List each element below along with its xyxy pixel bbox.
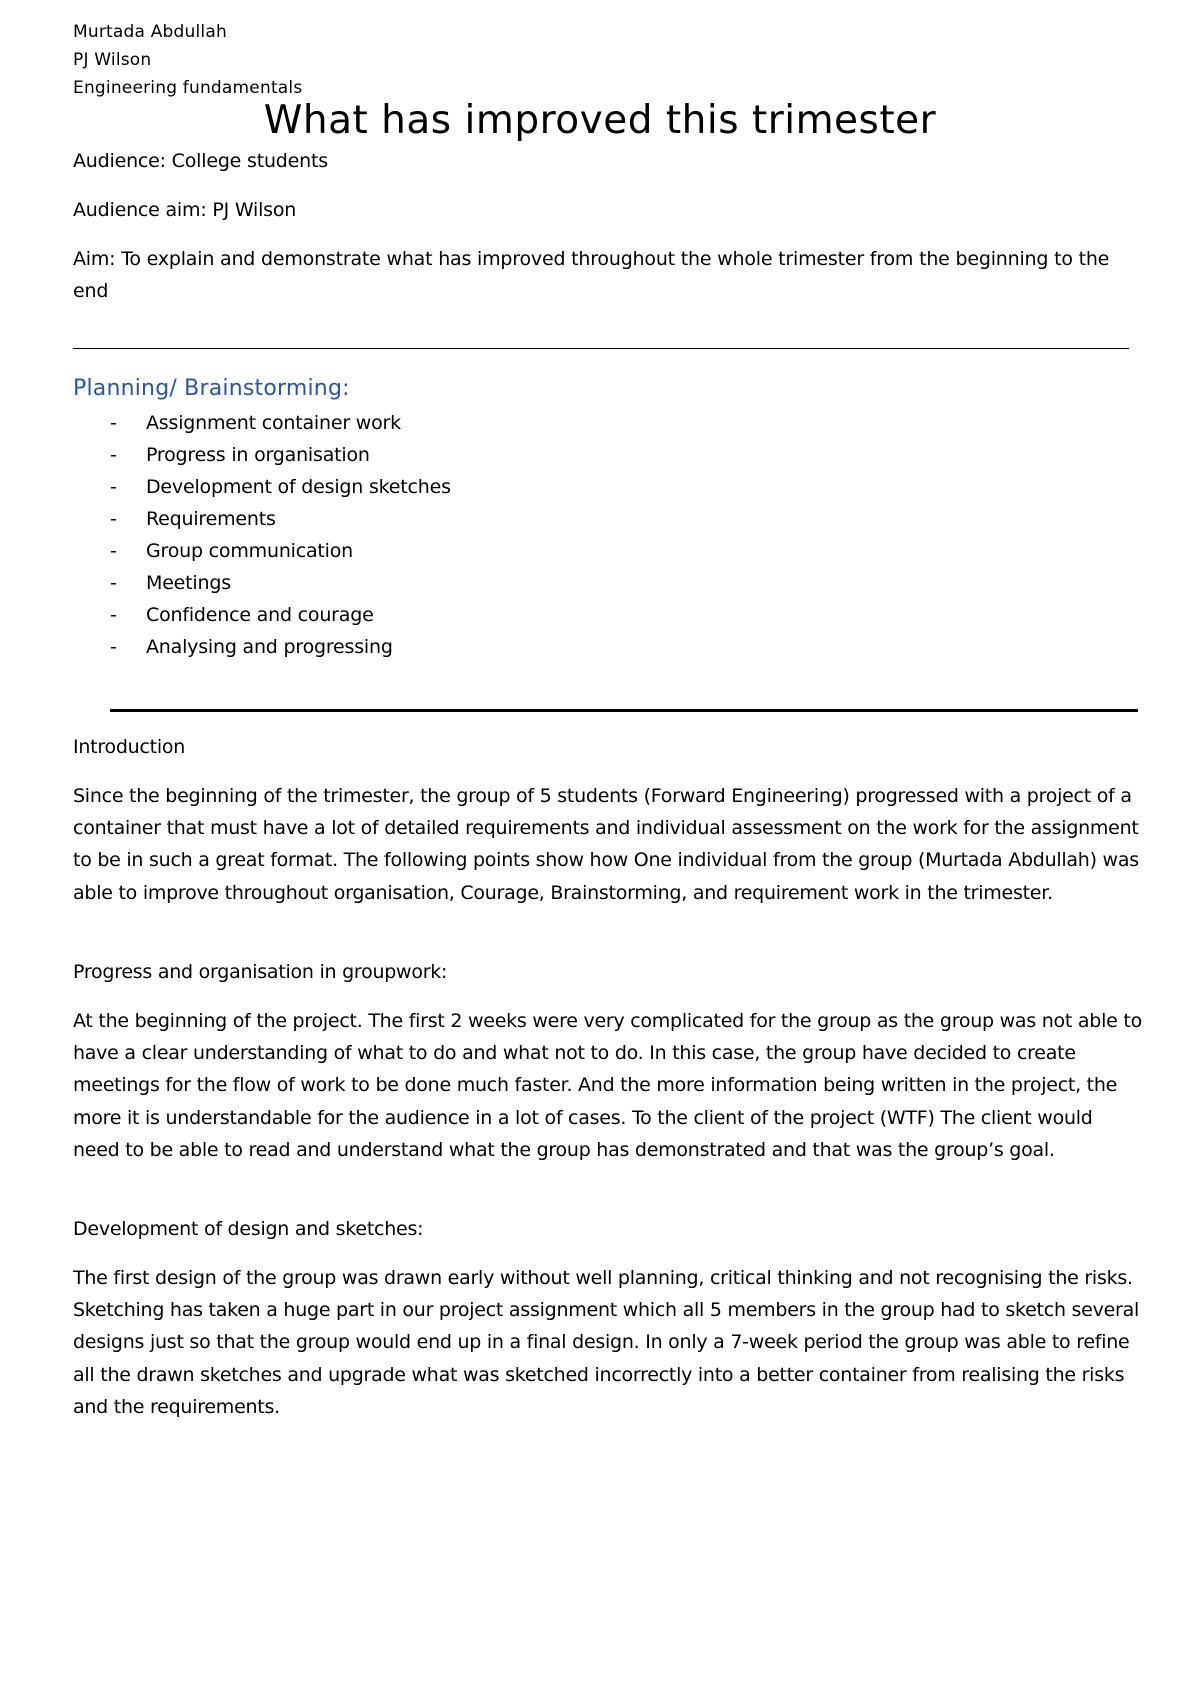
list-item (110, 567, 451, 599)
dash-bullet: - (110, 476, 117, 498)
introduction-heading: Introduction (73, 736, 186, 758)
list-item (110, 407, 451, 439)
design-paragraph: The first design of the group was drawn early without well planning, critical thinking and not recognising the risks. Sketching has taken a huge part in our project assignment which all 5 members in the group had to sketch several designs just so that the group would end up in a final design. In only a 7-week period the group was able to refine all the drawn sketches and upgrade what was sketched incorrectly into a better container from realising the risks and the requirements. (73, 1267, 1140, 1418)
list-item (110, 631, 451, 663)
list-item (110, 503, 451, 535)
dash-bullet: - (110, 412, 117, 434)
list-item-label: Confidence and courage (146, 604, 374, 626)
horizontal-divider (73, 348, 1129, 349)
planning-list (110, 407, 451, 663)
document-header (73, 18, 302, 102)
list-item-label: Group communication (146, 540, 354, 562)
list-item-label: Assignment container work (146, 412, 401, 434)
teacher-name: PJ Wilson (73, 50, 152, 70)
list-item (110, 439, 451, 471)
dash-bullet: - (110, 540, 117, 562)
list-item-label: Meetings (146, 572, 231, 594)
progress-heading: Progress and organisation in groupwork: (73, 961, 448, 983)
list-item (110, 599, 451, 631)
audience-aim-line: Audience aim: PJ Wilson (73, 199, 297, 221)
section-divider (110, 709, 1138, 712)
list-item (110, 535, 451, 567)
document-title: What has improved this trimester (263, 98, 937, 143)
planning-heading: Planning/ Brainstorming: (73, 376, 350, 401)
author-name: Murtada Abdullah (73, 22, 227, 42)
list-item-label: Development of design sketches (146, 476, 451, 498)
dash-bullet: - (110, 604, 117, 626)
audience-line: Audience: College students (73, 150, 328, 172)
introduction-paragraph: Since the beginning of the trimester, the group of 5 students (Forward Engineering) progressed with a project of a container that must have a lot of detailed requirements and individual assessment on the work for the assignment to be in such a great format. The following points show how One individual from the group (Murtada Abdullah) was able to improve throughout organisation, Courage, Brainstorming, and requirement work in the trimester. (73, 785, 1139, 904)
dash-bullet: - (110, 508, 117, 530)
design-heading: Development of design and sketches: (73, 1218, 424, 1240)
list-item (110, 471, 451, 503)
dash-bullet: - (110, 444, 117, 466)
list-item-label: Requirements (146, 508, 276, 530)
aim-paragraph: Aim: To explain and demonstrate what has improved throughout the whole trimester from the beginning to the end (73, 248, 1110, 302)
list-item-label: Progress in organisation (146, 444, 370, 466)
list-item-label: Analysing and progressing (146, 636, 393, 658)
dash-bullet: - (110, 572, 117, 594)
dash-bullet: - (110, 636, 117, 658)
progress-paragraph: At the beginning of the project. The first 2 weeks were very complicated for the group as the group was not able to have a clear understanding of what to do and what not to do. In this case, the group have decided to create meetings for the flow of work to be done much faster. And the more information being written in the project, the more it is understandable for the audience in a lot of cases. To the client of the project (WTF) The client would need to be able to read and understand what the group has demonstrated and that was the group’s goal. (73, 1010, 1142, 1161)
course-name: Engineering fundamentals (73, 78, 303, 98)
